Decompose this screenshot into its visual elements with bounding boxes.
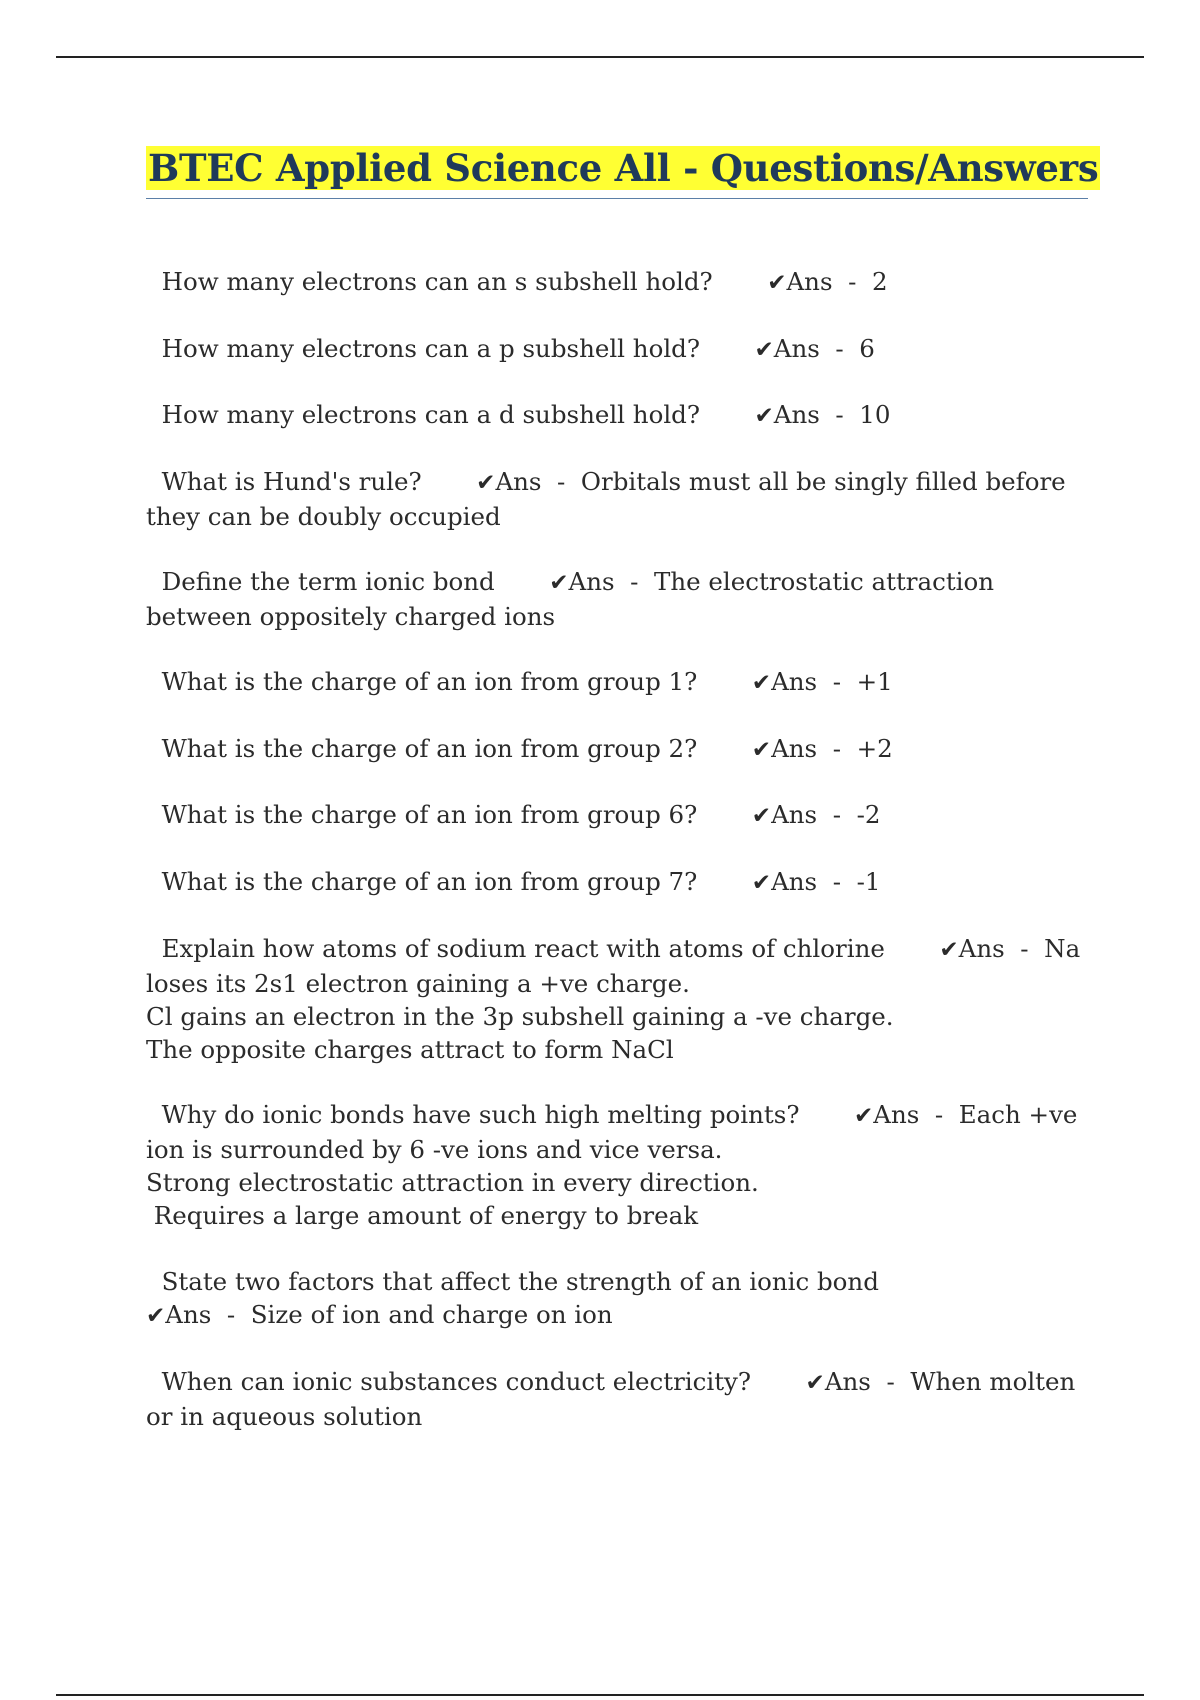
check-icon: ✔ — [476, 470, 496, 496]
page-title: BTEC Applied Science All - Questions/Answers — [148, 146, 1099, 190]
question-text: Explain how atoms of sodium react with atoms of chlorine — [161, 934, 885, 963]
ans-label: Ans - — [568, 567, 655, 596]
check-icon: ✔ — [767, 270, 787, 296]
qa-item-9 — [146, 832, 1090, 900]
ans-label: Ans - — [786, 267, 872, 296]
ans-label: Ans - — [873, 1100, 959, 1129]
check-icon: ✔ — [751, 670, 772, 696]
answer-text: Size of ion and charge on ion — [250, 1300, 613, 1329]
answer-text: Orbitals must all be singly filled before they can be doubly occupied — [146, 467, 1074, 531]
ans-label: Ans - — [771, 734, 857, 763]
answer-text: -1 — [856, 867, 881, 896]
qa-item-1 — [146, 232, 1090, 300]
answer-text: -2 — [856, 800, 881, 829]
qa-item-3 — [146, 365, 1090, 433]
check-icon: ✔ — [751, 737, 772, 763]
title-underline — [146, 146, 1099, 199]
question-text: Define the term ionic bond — [161, 567, 495, 596]
question-text: What is Hund's rule? — [161, 467, 422, 496]
question-text: How many electrons can a p subshell hold? — [161, 334, 700, 363]
qa-item-2 — [146, 299, 1090, 367]
ans-label: Ans - — [165, 1300, 251, 1329]
answer-text: 6 — [859, 334, 875, 363]
ans-label: Ans - — [771, 667, 857, 696]
ans-label: Ans - — [773, 400, 860, 429]
question-text: What is the charge of an ion from group 1? — [161, 667, 698, 696]
answer-text: +2 — [856, 734, 893, 763]
answer-text: Na loses its 2s1 electron gaining a +ve charge. Cl gains an electron in the 3p subshell gaining a -ve charge. The opposite charges attract to form NaCl — [146, 934, 1081, 1064]
qa-item-6 — [146, 632, 1090, 700]
answer-text: The electrostatic attraction between oppositely charged ions — [146, 567, 1002, 631]
check-icon: ✔ — [805, 1370, 825, 1396]
answer-text: Each +ve ion is surrounded by 6 -ve ions and vice versa. Strong electrostatic attraction in every direction. Requires a large amount of energy to break — [146, 1100, 1078, 1230]
top-rule — [56, 56, 1144, 58]
qa-item-8 — [146, 765, 1090, 833]
qa-item-10 — [146, 899, 1090, 1066]
ans-label: Ans - — [824, 1367, 911, 1396]
ans-label: Ans - — [771, 800, 857, 829]
question-text: How many electrons can an s subshell hold? — [161, 267, 713, 296]
question-text: What is the charge of an ion from group 2? — [161, 734, 698, 763]
ans-label: Ans - — [773, 334, 860, 363]
answer-text: 10 — [859, 400, 891, 429]
answer-text: +1 — [856, 667, 893, 696]
question-text: When can ionic substances conduct electricity? — [161, 1367, 752, 1396]
qa-item-12 — [146, 1232, 1090, 1333]
qa-item-5 — [146, 532, 1090, 633]
check-icon: ✔ — [751, 870, 772, 896]
qa-item-11 — [146, 1065, 1090, 1232]
qa-item-13 — [146, 1332, 1090, 1433]
ans-label: Ans - — [771, 867, 857, 896]
question-text: Why do ionic bonds have such high melting points? — [161, 1100, 800, 1129]
check-icon: ✔ — [549, 570, 569, 596]
question-text: State two factors that affect the strength of an ionic bond — [161, 1267, 879, 1296]
ans-label: Ans - — [958, 934, 1045, 963]
ans-label: Ans - — [495, 467, 581, 496]
check-icon: ✔ — [751, 803, 772, 829]
question-text: How many electrons can a d subshell hold? — [161, 400, 700, 429]
question-text: What is the charge of an ion from group 7? — [161, 867, 698, 896]
check-icon: ✔ — [939, 937, 959, 963]
answer-text: 2 — [871, 267, 888, 296]
check-icon: ✔ — [754, 403, 774, 429]
answer-text: When molten or in aqueous solution — [146, 1367, 1084, 1431]
check-icon: ✔ — [146, 1303, 166, 1329]
qa-item-4 — [146, 432, 1090, 533]
check-icon: ✔ — [754, 337, 774, 363]
bottom-rule — [56, 1694, 1144, 1696]
check-icon: ✔ — [854, 1103, 874, 1129]
qa-item-7 — [146, 699, 1090, 767]
question-text: What is the charge of an ion from group 6? — [161, 800, 698, 829]
